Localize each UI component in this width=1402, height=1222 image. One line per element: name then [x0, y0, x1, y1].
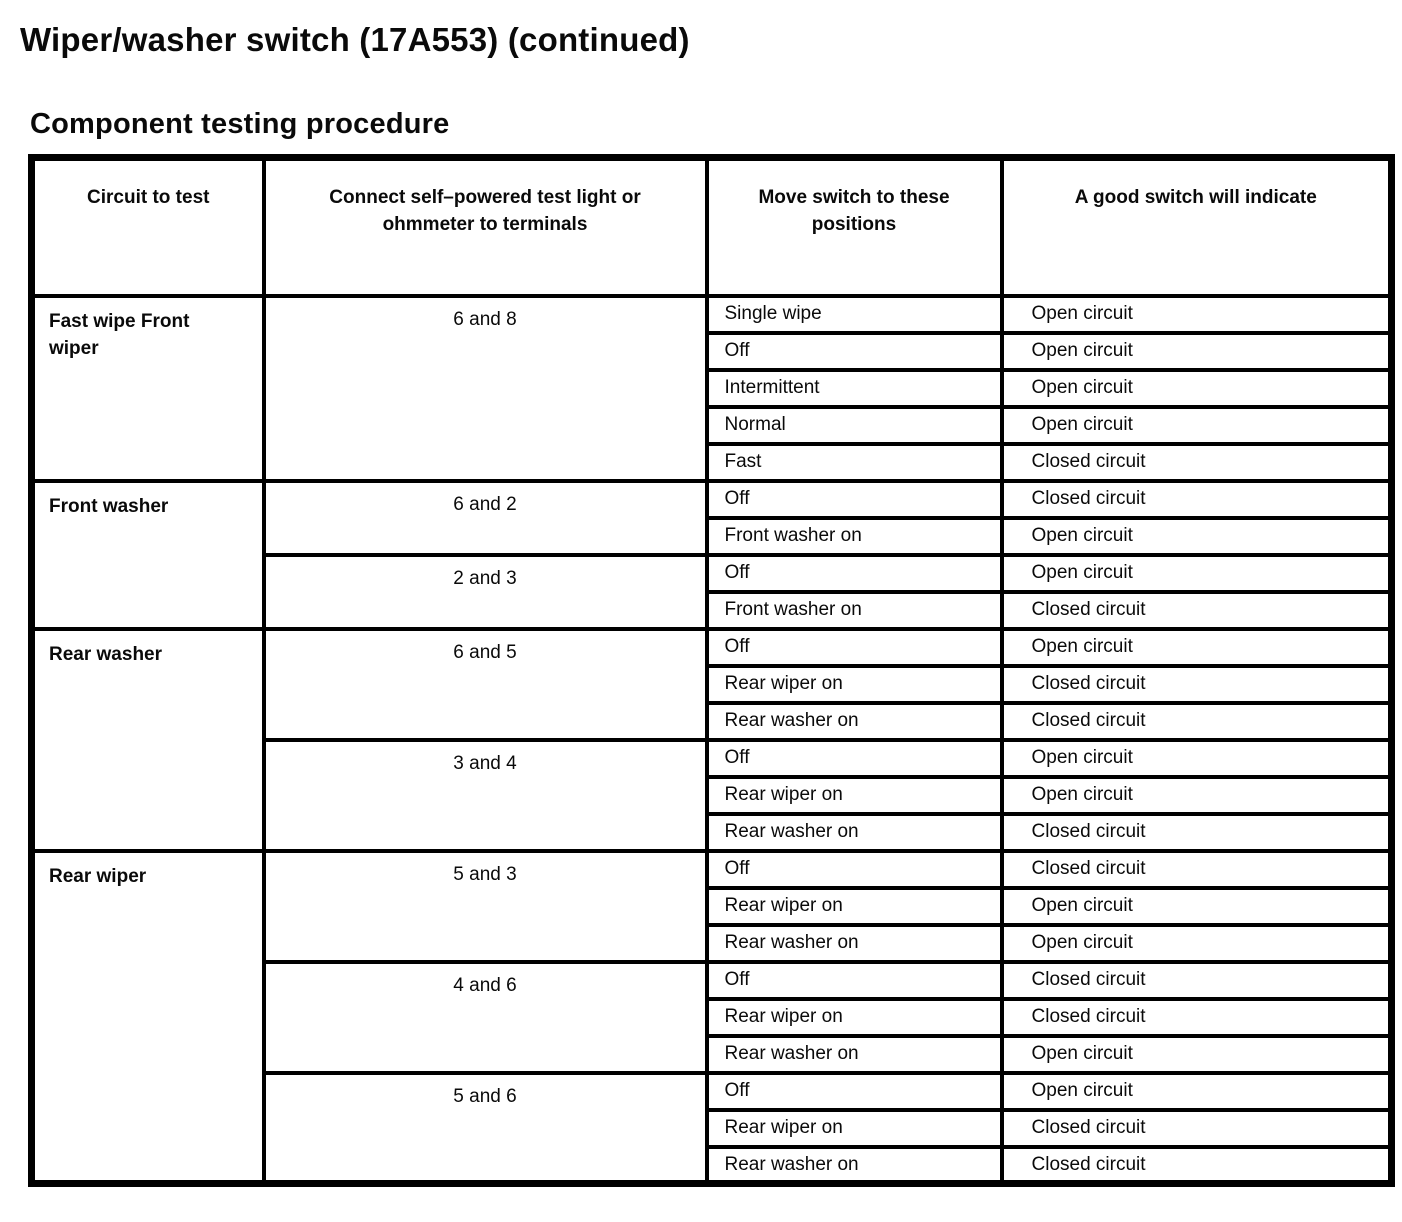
switch-position-cell: Off: [707, 962, 1002, 999]
terminals-cell: 5 and 3: [264, 851, 707, 962]
table-row: [32, 481, 1392, 518]
switch-position-cell: Rear wiper on: [707, 999, 1002, 1036]
indication-cell: Open circuit: [1002, 777, 1392, 814]
header-switch-positions: Move switch to these positions: [707, 158, 1002, 296]
table-row: [32, 629, 1392, 666]
indication-cell: Closed circuit: [1002, 481, 1392, 518]
table-row: [32, 296, 1392, 333]
table-row: [32, 851, 1392, 888]
indication-cell: Closed circuit: [1002, 703, 1392, 740]
indication-cell: Open circuit: [1002, 1073, 1392, 1110]
terminals-cell: 5 and 6: [264, 1073, 707, 1184]
circuit-cell: Rear wiper: [32, 851, 264, 1184]
switch-position-cell: Normal: [707, 407, 1002, 444]
indication-cell: Closed circuit: [1002, 592, 1392, 629]
terminals-cell: 4 and 6: [264, 962, 707, 1073]
switch-position-cell: Rear washer on: [707, 1147, 1002, 1184]
table-header-row: [32, 158, 1392, 296]
indication-cell: Closed circuit: [1002, 999, 1392, 1036]
circuit-cell: Rear washer: [32, 629, 264, 851]
header-good-switch-indicate: A good switch will indicate: [1002, 158, 1392, 296]
indication-cell: Open circuit: [1002, 296, 1392, 333]
switch-position-cell: Rear wiper on: [707, 777, 1002, 814]
switch-position-cell: Off: [707, 629, 1002, 666]
indication-cell: Open circuit: [1002, 407, 1392, 444]
switch-position-cell: Rear washer on: [707, 703, 1002, 740]
indication-cell: Closed circuit: [1002, 1110, 1392, 1147]
indication-cell: Open circuit: [1002, 888, 1392, 925]
switch-position-cell: Single wipe: [707, 296, 1002, 333]
indication-cell: Open circuit: [1002, 518, 1392, 555]
switch-position-cell: Rear washer on: [707, 814, 1002, 851]
section-heading: Component testing procedure: [30, 108, 450, 141]
terminals-cell: 3 and 4: [264, 740, 707, 851]
header-connect-terminals: Connect self–powered test light or ohmmeter to terminals: [264, 158, 707, 296]
circuit-cell: Fast wipe Front wiper: [32, 296, 264, 481]
indication-cell: Open circuit: [1002, 555, 1392, 592]
switch-position-cell: Rear wiper on: [707, 1110, 1002, 1147]
terminals-cell: 6 and 5: [264, 629, 707, 740]
indication-cell: Closed circuit: [1002, 666, 1392, 703]
indication-cell: Open circuit: [1002, 925, 1392, 962]
switch-position-cell: Intermittent: [707, 370, 1002, 407]
indication-cell: Open circuit: [1002, 333, 1392, 370]
switch-position-cell: Off: [707, 1073, 1002, 1110]
switch-position-cell: Rear washer on: [707, 925, 1002, 962]
switch-position-cell: Front washer on: [707, 592, 1002, 629]
switch-position-cell: Off: [707, 555, 1002, 592]
indication-cell: Closed circuit: [1002, 1147, 1392, 1184]
switch-position-cell: Off: [707, 851, 1002, 888]
indication-cell: Closed circuit: [1002, 814, 1392, 851]
terminals-cell: 6 and 2: [264, 481, 707, 555]
switch-position-cell: Off: [707, 333, 1002, 370]
header-circuit-to-test: Circuit to test: [32, 158, 264, 296]
indication-cell: Open circuit: [1002, 370, 1392, 407]
switch-position-cell: Rear wiper on: [707, 666, 1002, 703]
switch-position-cell: Rear washer on: [707, 1036, 1002, 1073]
circuit-cell: Front washer: [32, 481, 264, 629]
terminals-cell: 2 and 3: [264, 555, 707, 629]
testing-procedure-table: [28, 154, 1395, 1187]
switch-position-cell: Off: [707, 481, 1002, 518]
indication-cell: Open circuit: [1002, 629, 1392, 666]
indication-cell: Closed circuit: [1002, 962, 1392, 999]
indication-cell: Closed circuit: [1002, 444, 1392, 481]
terminals-cell: 6 and 8: [264, 296, 707, 481]
switch-position-cell: Rear wiper on: [707, 888, 1002, 925]
switch-position-cell: Fast: [707, 444, 1002, 481]
page-title: Wiper/washer switch (17A553) (continued): [20, 21, 690, 58]
indication-cell: Open circuit: [1002, 740, 1392, 777]
switch-position-cell: Off: [707, 740, 1002, 777]
switch-position-cell: Front washer on: [707, 518, 1002, 555]
indication-cell: Closed circuit: [1002, 851, 1392, 888]
indication-cell: Open circuit: [1002, 1036, 1392, 1073]
